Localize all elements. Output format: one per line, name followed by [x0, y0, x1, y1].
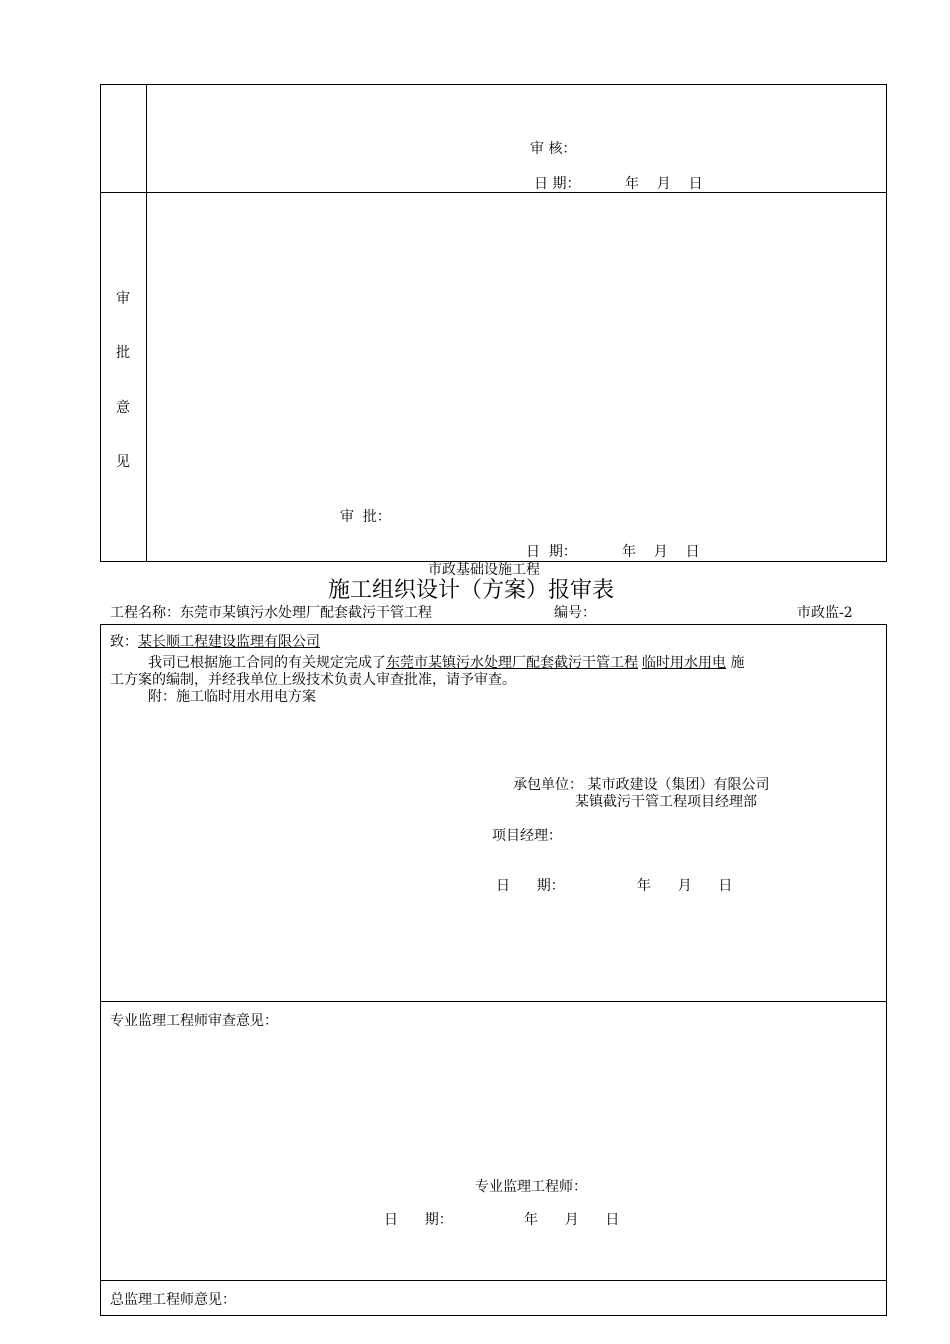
body-project: 东莞市某镇污水处理厂配套截污干管工程 — [386, 655, 638, 671]
form-divider-engineer — [100, 1001, 887, 1002]
chief-opinion-label: 总监理工程师意见： — [110, 1292, 236, 1308]
approval-side-char-1: 审 — [116, 291, 130, 307]
to-company: 某长顺工程建设监理有限公司 — [138, 634, 320, 650]
date-label: 日 期： — [496, 878, 565, 894]
body-suffix: 施 — [730, 655, 745, 671]
contractor-row — [513, 777, 769, 793]
review-date-ymd: 年 月 日 — [625, 176, 703, 192]
approval-side-char-4: 见 — [116, 454, 130, 470]
project-name-label: 工程名称： — [110, 605, 180, 621]
review-date-label: 日 期： — [534, 176, 581, 192]
form-code: 市政监-2 — [797, 605, 853, 621]
approve-date-label: 日 期： — [526, 544, 577, 560]
date-ymd: 年 月 日 — [637, 878, 733, 894]
form-title: 施工组织设计（方案）报审表 — [328, 578, 615, 603]
body-scheme: 临时用水用电 — [642, 655, 726, 671]
review-table-side-divider — [146, 84, 147, 562]
review-label: 审 核： — [530, 141, 577, 157]
body-line-2: 工方案的编制，并经我单位上级技术负责人审查批准，请予审查。 — [110, 672, 516, 688]
to-row — [110, 634, 320, 650]
engineer-date-label: 日 期： — [384, 1212, 453, 1228]
review-table-row-divider — [100, 192, 887, 193]
form-category: 市政基础设施工程 — [428, 562, 540, 578]
project-name: 东莞市某镇污水处理厂配套截污干管工程 — [180, 605, 432, 621]
review-table — [100, 84, 887, 562]
contractor-name: 某市政建设（集团）有限公司 — [587, 777, 770, 793]
body-prefix: 我司已根据施工合同的有关规定完成了 — [148, 655, 386, 671]
engineer-date-ymd: 年 月 日 — [524, 1212, 620, 1228]
engineer-opinion-label: 专业监理工程师审查意见： — [110, 1013, 278, 1029]
form-divider-chief — [100, 1280, 887, 1281]
approve-label: 审 批： — [340, 509, 391, 525]
to-label: 致： — [110, 634, 138, 650]
pm-label: 项目经理： — [492, 828, 562, 844]
approval-side-char-2: 批 — [116, 345, 130, 361]
approve-date-ymd: 年 月 日 — [622, 544, 700, 560]
project-name-row — [110, 605, 432, 621]
contractor-dept: 某镇截污干管工程项目经理部 — [575, 794, 757, 810]
serial-label: 编号： — [554, 605, 596, 621]
approval-side-char-3: 意 — [116, 400, 130, 416]
attachment-line: 附：施工临时用水用电方案 — [148, 689, 316, 705]
engineer-sign-label: 专业监理工程师： — [475, 1179, 587, 1195]
form-table — [100, 624, 887, 1316]
body-line-1 — [148, 655, 744, 671]
contractor-label: 承包单位： — [513, 777, 583, 793]
